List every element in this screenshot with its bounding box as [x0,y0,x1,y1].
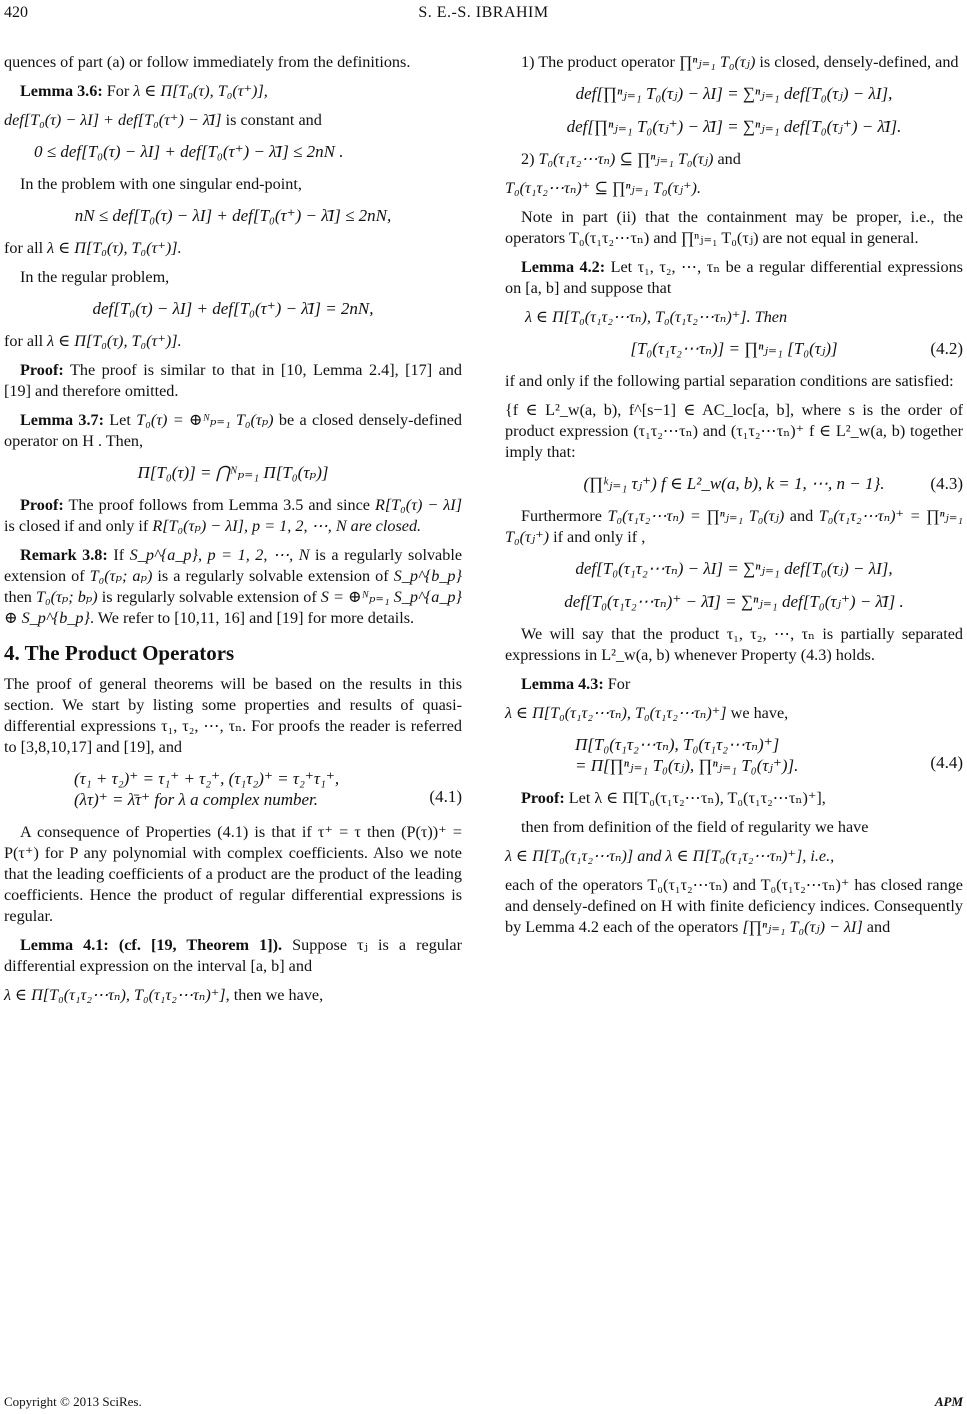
equation-def-2 [505,591,963,612]
page-footer [0,1394,967,1412]
text: Let τ₁, τ₂, ⋯, τₙ be a regular differential expressions on [a, b] and suppose that [505,258,963,297]
math: ∏ⁿⱼ₌₁ T₀(τⱼ) [678,53,756,71]
text: For [603,675,631,693]
math: λ ∈ Π[T₀(τ₁τ₂⋯τₙ), T₀(τ₁τ₂⋯τₙ)⁺]. Then [525,308,788,326]
text: if and only if , [549,528,646,546]
remark-3-8 [4,545,462,629]
equation-lemma-3-7 [4,462,462,483]
text: is a regularly solvable extension of [4,546,463,585]
math: S_p^{a_p}, p = 1, 2, ⋯, N [129,546,310,564]
proof-label: Proof: [521,789,565,807]
condition-paragraph [505,400,963,463]
math: S_p^{b_p} [393,567,462,585]
equation-line: = Π[∏ⁿⱼ₌₁ T₀(τⱼ), ∏ⁿⱼ₌₁ T₀(τⱼ⁺)]. [575,756,799,775]
text: is a regularly solvable extension of [152,567,394,585]
text: is closed if and only if [4,517,153,535]
remark-label: Remark 3.8: [20,546,108,564]
equation-text: 0 ≤ def[T₀(τ) − λI] + def[T₀(τ⁺) − λ̄I] ≤ 2nN . [34,142,344,161]
right-column [505,52,963,946]
section-heading: 4. The Product Operators [4,641,235,665]
math: T₀(τ₁τ₂⋯τₙ) = ∏ⁿⱼ₌₁ T₀(τⱼ) [607,507,785,525]
item-2-line2 [505,178,963,199]
equation-line: (τ₁ + τ₂)⁺ = τ₁⁺ + τ₂⁺, (τ₁τ₂)⁺ = τ₂⁺τ₁⁺, [74,769,340,788]
equation-number: (4.2) [930,339,963,358]
proof-text: The proof is similar to that in [10, Lemma 2.4], [17] and [19] and therefore omitted. [4,361,462,400]
equation-text: (∏ᵏⱼ₌₁ τⱼ⁺) f ∈ L²_w(a, b), k = 1, ⋯, n − 1}. [583,474,885,493]
proof-paragraph [4,360,462,402]
proof-paragraph [4,495,462,537]
lemma-label: Lemma 3.7: [20,411,104,429]
text: f ∈ L²_w(a, b) together imply that: [505,422,963,461]
math: [∏ⁿⱼ₌₁ T₀(τⱼ) − λI] [742,918,863,936]
running-author: S. E.-S. IBRAHIM [418,4,549,21]
math: T₀(τ₁τ₂⋯τₙ)⁺ ⊆ ∏ⁿⱼ₌₁ T₀(τⱼ⁺). [505,179,701,197]
text: is regularly solvable extension of [97,588,321,606]
equation-def-1 [505,558,963,579]
for-all-line [4,238,462,259]
equation-text: def[∏ⁿⱼ₌₁ T₀(τⱼ⁺) − λ̄I] = ∑ⁿⱼ₌₁ def[T₀(τⱼ⁺) − λ̄I]. [566,117,902,136]
lemma-3-7 [4,410,462,452]
equation-4-4 [505,734,963,776]
equation-number: (4.4) [930,753,963,772]
lemma-4-2-condition [505,307,963,328]
text: 2) [521,150,539,168]
equation-singular [4,205,462,226]
equation-number: (4.1) [429,787,462,806]
paragraph-furthermore [505,506,963,548]
equation-line: (λτ)⁺ = λ̄τ⁺ for λ a complex number. [74,790,319,809]
text: and [713,150,741,168]
lemma-text: For [102,82,134,100]
paragraph: We will say that the product τ₁, τ₂, ⋯, τₙ is partially separated expressions in L²_w(a, b) whenever Property (4.3) holds. [505,625,963,664]
math-line [505,846,963,867]
page-number: 420 [4,4,28,21]
equation-text: def[T₀(τ) − λI] + def[T₀(τ⁺) − λ̄I] = 2nN, [92,299,374,318]
text: 1) The product operator [521,53,679,71]
text: . We refer to [10,11, 16] and [19] for more details. [89,609,415,627]
equation-item-1b [505,116,963,137]
lemma-label: Lemma 4.3: [521,675,604,693]
math: S = ⊕ᴺₚ₌₁ S_p^{a_p} ⊕ S_p^{b_p} [4,588,463,627]
text: and [862,918,891,936]
lemma-4-2 [505,257,963,299]
left-column [4,52,462,1014]
page-header [0,4,967,28]
math: T₀(τ₁τ₂⋯τₙ)⁺ = ∏ⁿⱼ₌₁ T₀(τⱼ⁺) [505,507,964,546]
equation-number: (4.3) [930,474,963,493]
lemma-label: Lemma 4.2: [521,258,606,276]
text: and [784,507,814,525]
paragraph: In the problem with one singular end-point, [20,175,302,193]
copyright: Copyright © 2013 SciRes. [4,1394,142,1409]
lemma-3-6 [4,81,462,102]
equation-item-1a [505,83,963,104]
proof-paragraph [505,788,963,809]
equation-text: def[T₀(τ₁τ₂⋯τₙ) − λI] = ∑ⁿⱼ₌₁ def[T₀(τⱼ) − λI], [575,559,893,578]
lemma-4-3-condition [505,703,963,724]
lemma-4-1 [4,935,462,977]
equation-4-2 [505,338,963,359]
text: Let [103,411,137,429]
equation-4-1 [4,768,462,810]
math: T₀(τₚ; bₚ) [35,588,98,606]
math: λ ∈ Π[T₀(τ₁τ₂⋯τₙ), T₀(τ₁τ₂⋯τₙ)⁺] [4,986,226,1004]
text: for all [4,332,48,350]
text: for all [4,239,48,257]
lemma-3-6-line2 [4,110,462,131]
paragraph [505,875,963,938]
text: Furthermore [521,507,608,525]
math: R[T₀(τₚ) − λI], [152,517,248,535]
equation-text: def[T₀(τ₁τ₂⋯τₙ)⁺ − λ̄I] = ∑ⁿⱼ₌₁ def[T₀(τⱼ⁺) − λ̄I] . [564,592,904,611]
equation-text: Π[T₀(τ)] = ⋂ᴺₚ₌₁ Π[T₀(τₚ)] [137,463,329,482]
math: T₀(τₚ; aₚ) [89,567,153,585]
text: If [107,546,130,564]
paragraph: The proof of general theorems will be based on the results in this section. We start by listing some properties and results of quasi-differential expressions τ₁, τ₂, ⋯, τₙ. For proofs the reader is referred to [3,8,10,17] and [19], and [4,675,462,756]
equation-inline: def[T₀(τ) − λI] + def[T₀(τ⁺) − λ̄I] [4,111,222,129]
text: , then we have, [225,986,324,1004]
math: λ ∈ Π[T₀(τ), T₀(τ⁺)]. [47,332,182,350]
text: is closed, densely-defined, and [755,53,959,71]
text: each of the operators T₀(τ₁τ₂⋯τₙ) and T₀(τ₁τ₂⋯τₙ)⁺ has closed range and densely-defined on H with finite deficiency indices. Consequently by Lemma 4.2 each of the operators [505,876,963,936]
item-1 [505,52,963,73]
item-2 [505,149,963,170]
text: Suppose τⱼ is a regular differential expression on the interval [a, b] and [4,936,462,975]
text: be a closed densely-defined operator on H . Then, [4,411,462,450]
lemma-text: is constant and [221,111,322,129]
text: p = 1, 2, ⋯, N are closed. [252,517,422,535]
math: λ ∈ Π[T₀(τ₁τ₂⋯τₙ)] and λ ∈ Π[T₀(τ₁τ₂⋯τₙ)⁺], i.e., [505,847,835,865]
paragraph: A consequence of Properties (4.1) is that if τ⁺ = τ then (P(τ))⁺ = P(τ⁺) for P any polynomial with complex coefficients. Also we note that the leading coefficients of a product are the product of the leading coefficients. Hence the product of regular differential expressions is regular. [4,823,462,925]
lemma-math: λ ∈ Π[T₀(τ), T₀(τ⁺)], [133,82,268,100]
equation-text: def[∏ⁿⱼ₌₁ T₀(τⱼ) − λI] = ∑ⁿⱼ₌₁ def[T₀(τⱼ) − λI], [575,84,893,103]
math: R[T₀(τ) − λI] [374,496,462,514]
math: λ ∈ Π[T₀(τ), T₀(τ⁺)]. [47,239,182,257]
text: {f ∈ L²_w(a, b), f^[s−1] ∈ AC_loc[a, b], where s is the order of product expression (τ₁τ₂⋯τₙ) and (τ₁τ₂⋯τₙ)⁺ [505,401,963,440]
equation-lemma-3-6 [4,141,462,162]
equation-4-3 [505,473,963,494]
paragraph: if and only if the following partial separation conditions are satisfied: [505,372,954,390]
lemma-4-3 [505,674,963,695]
math: λ ∈ Π[T₀(τ₁τ₂⋯τₙ), T₀(τ₁τ₂⋯τₙ)⁺] [505,704,727,722]
paragraph: then from definition of the field of regularity we have [521,818,869,836]
paragraph: Note in part (ii) that the containment may be proper, i.e., the operators T₀(τ₁τ₂⋯τₙ) and ∏ⁿⱼ₌₁ T₀(τⱼ) are not equal in general. [505,208,963,247]
lemma-label: Lemma 3.6: [20,82,103,100]
text: The proof follows from Lemma 3.5 and since [63,496,375,514]
lemma-label: Lemma 4.1: (cf. [19, Theorem 1]). [20,936,283,954]
journal-abbrev: APM [934,1394,963,1409]
for-all-line [4,331,462,352]
proof-label: Proof: [20,361,64,379]
text: we have, [726,704,789,722]
text: then [4,588,36,606]
proof-label: Proof: [20,496,64,514]
math: T₀(τ) = ⊕ᴺₚ₌₁ T₀(τₚ) [136,411,274,429]
equation-line: Π[T₀(τ₁τ₂⋯τₙ), T₀(τ₁τ₂⋯τₙ)⁺] [575,735,780,754]
paragraph: In the regular problem, [20,268,170,286]
equation-text: [T₀(τ₁τ₂⋯τₙ)] = ∏ⁿⱼ₌₁ [T₀(τⱼ)] [630,339,838,358]
lemma-4-1-condition [4,985,462,1006]
math: T₀(τ₁τ₂⋯τₙ) ⊆ ∏ⁿⱼ₌₁ T₀(τⱼ) [538,150,714,168]
text: Let λ ∈ Π[T₀(τ₁τ₂⋯τₙ), T₀(τ₁τ₂⋯τₙ)⁺], [564,789,826,807]
paragraph-continuation: quences of part (a) or follow immediately from the definitions. [4,53,411,71]
equation-regular [4,298,462,319]
equation-text: nN ≤ def[T₀(τ) − λI] + def[T₀(τ⁺) − λ̄I] ≤ 2nN, [74,206,392,225]
